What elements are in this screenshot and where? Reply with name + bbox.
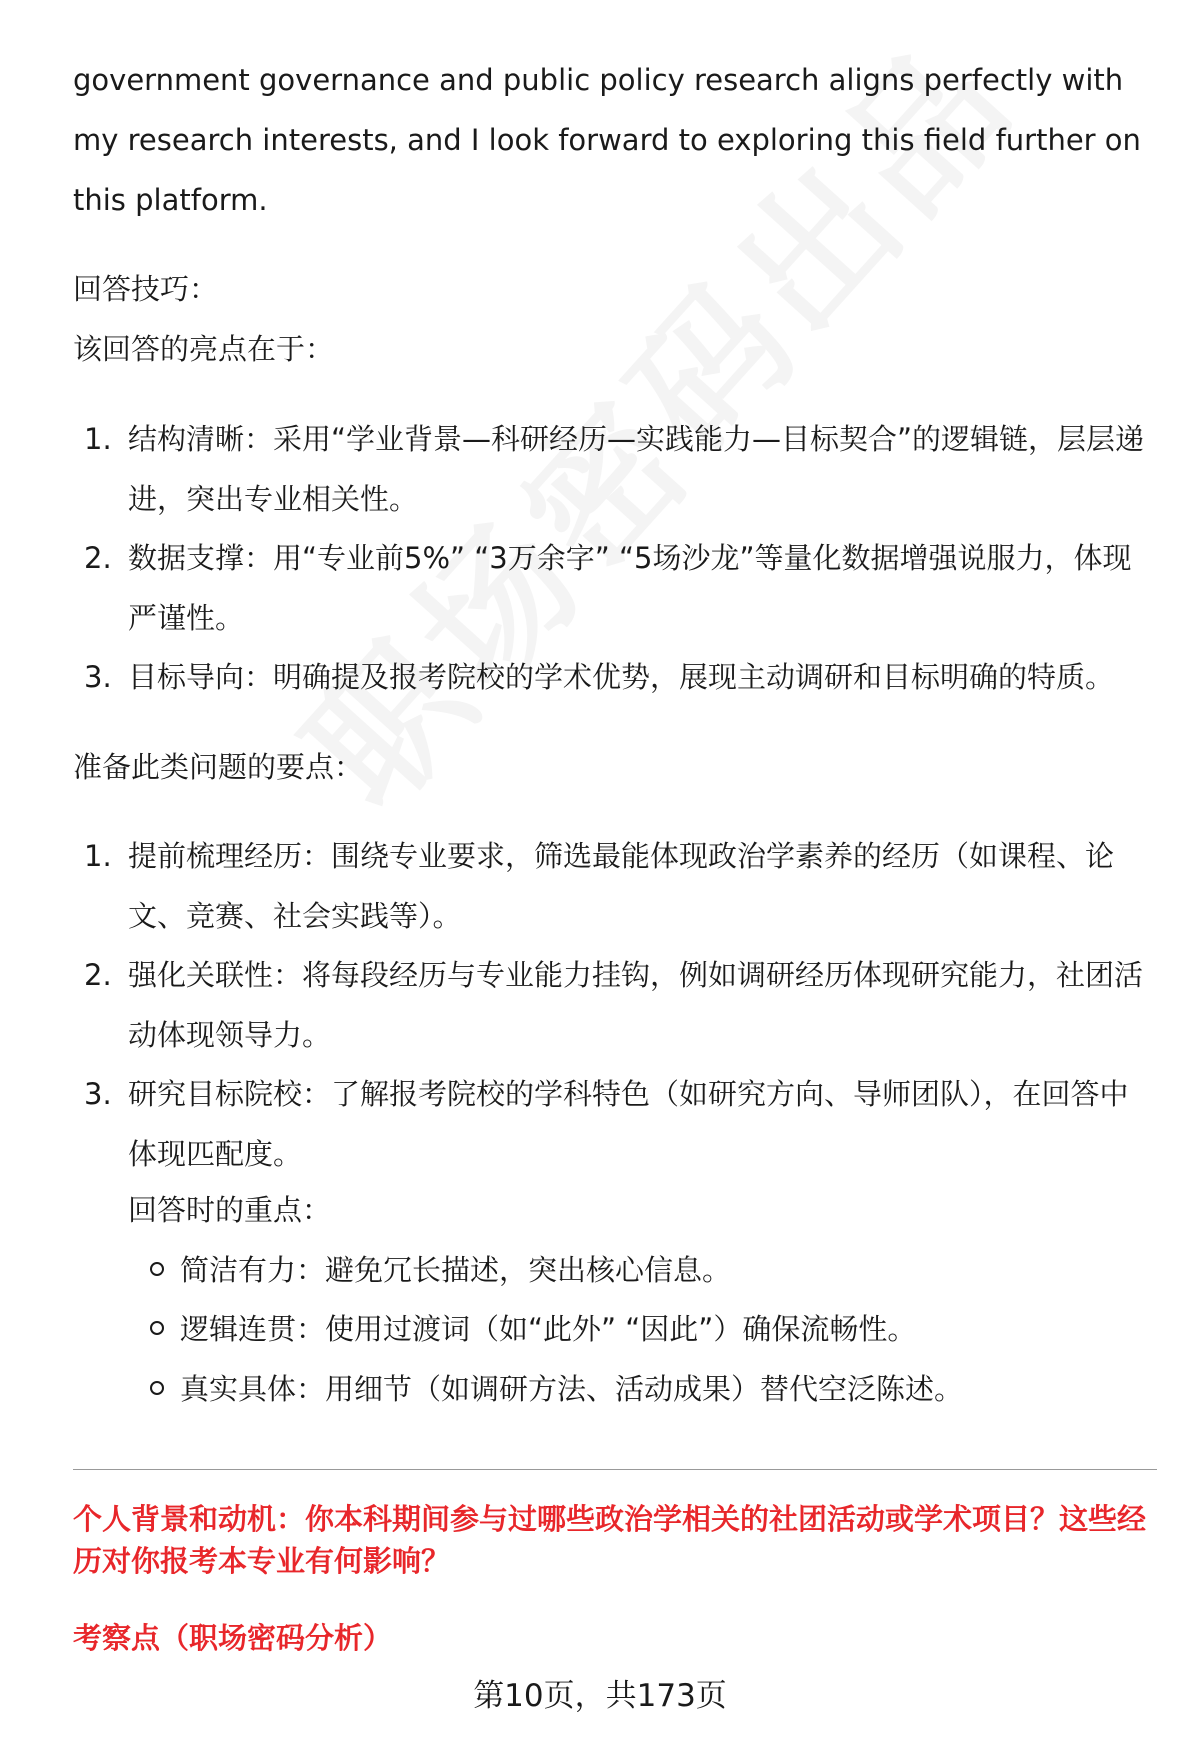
list-number: 1.: [84, 839, 112, 873]
circle-bullet-icon: [150, 1262, 164, 1276]
tips-heading: 回答技巧：: [73, 272, 219, 306]
circle-bullet-icon: [150, 1321, 164, 1335]
list-item-text: 研究目标院校：了解报考院校的学科特色（如研究方向、导师团队），在回答中体现匹配度。: [128, 1077, 1129, 1171]
highlights-heading: 该回答的亮点在于：: [73, 332, 335, 366]
list-item-text: 数据支撑：用“专业前5%” “3万余字” “5场沙龙”等量化数据增强说服力，体现严谨性。: [128, 541, 1132, 635]
answer-focus-label: 回答时的重点：: [128, 1193, 332, 1227]
section-divider: [73, 1469, 1157, 1470]
bullet-text: 逻辑连贯：使用过渡词（如“此外” “因此”）确保流畅性。: [180, 1312, 917, 1346]
list-item-text: 强化关联性：将每段经历与专业能力挂钩，例如调研经历体现研究能力，社团活动体现领导力。: [128, 958, 1144, 1052]
page-number: 第10页，共173页: [473, 1678, 727, 1714]
prep-heading: 准备此类问题的要点：: [73, 750, 364, 784]
list-number: 1.: [84, 422, 112, 456]
question-heading: 个人背景和动机：你本科期间参与过哪些政治学相关的社团活动或学术项目？这些经历对你报考本专业有何影响？: [73, 1502, 1147, 1578]
bullet-item: [150, 1309, 916, 1349]
bullet-text: 真实具体：用细节（如调研方法、活动成果）替代空泛陈述。: [180, 1372, 964, 1406]
bullet-item: [150, 1369, 963, 1409]
analysis-heading: 考察点（职场密码分析）: [73, 1621, 393, 1655]
list-item-text: 提前梳理经历：围绕专业要求，筛选最能体现政治学素养的经历（如课程、论文、竞赛、社会实践等）。: [128, 839, 1115, 933]
list-number: 3.: [84, 660, 112, 694]
circle-bullet-icon: [150, 1381, 164, 1395]
bullet-text: 简洁有力：避免冗长描述，突出核心信息。: [180, 1253, 732, 1287]
list-number: 2.: [84, 541, 112, 575]
bullet-item: [150, 1250, 731, 1290]
intro-paragraph: government governance and public policy research aligns perfectly with my research interests, and I look forward to exploring this field further on this platform.: [73, 63, 1141, 217]
list-number: 2.: [84, 958, 112, 992]
list-item-text: 结构清晰：采用“学业背景—科研经历—实践能力—目标契合”的逻辑链，层层递进，突出专业相关性。: [128, 422, 1145, 516]
list-item-text: 目标导向：明确提及报考院校的学术优势，展现主动调研和目标明确的特质。: [128, 660, 1115, 694]
list-number: 3.: [84, 1077, 112, 1111]
